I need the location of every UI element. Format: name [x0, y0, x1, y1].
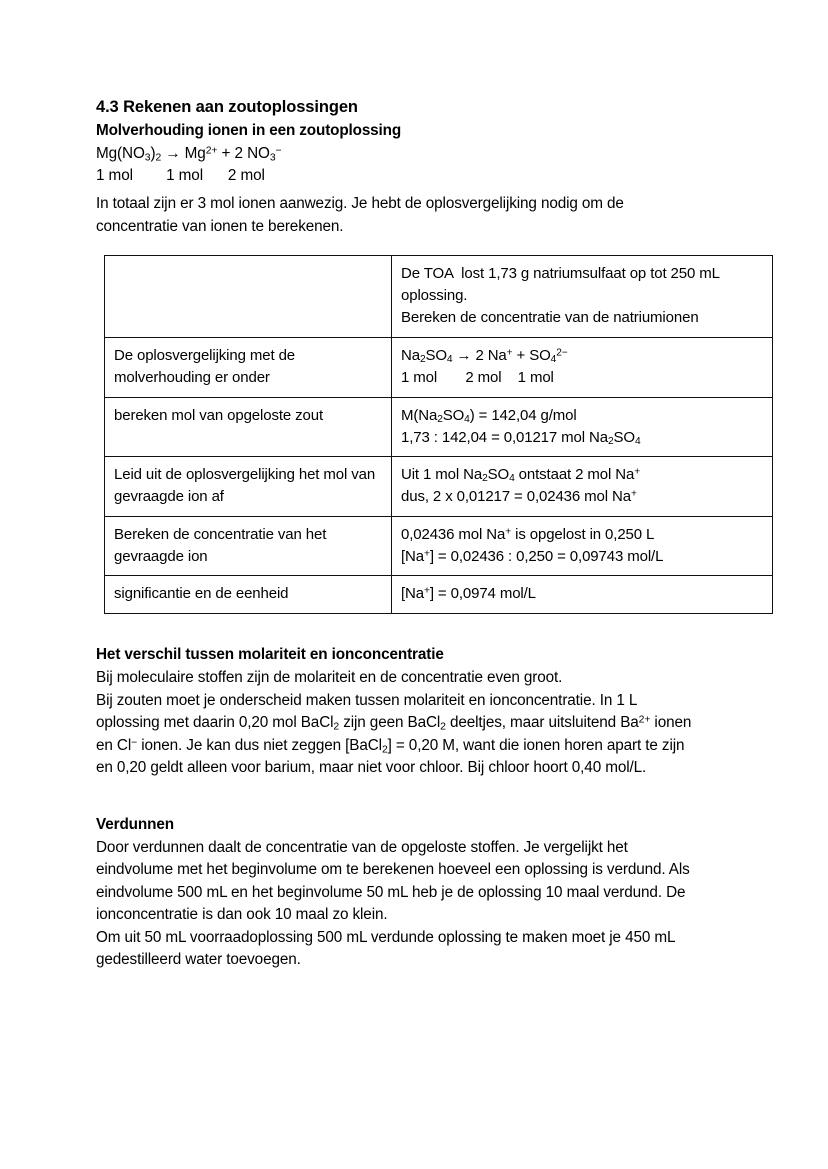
table-cell-assignment: [392, 256, 773, 338]
mol-calculation-line: 1,73 : 142,04 = 0,01217 mol $Na_2SO_4$: [401, 428, 641, 447]
molariteit-body: Bij zouten moet je onderscheid maken tussen molariteit en ionconcentratie. In 1 L oplossing met daarin 0,20 mol BaCl$_2$ zijn geen BaCl$_2$ deeltjes, maar uitsluitend $Ba^{2+}$ ionen en Cl− ionen. Je kan dus niet zeggen [BaCl$_2$] = 0,20 M, want die ionen horen apart te zijn en 0,20 geldt alleen voor barium, maar niet voor chloor. Bij chloor hoort 0,40 mol/L.: [96, 691, 692, 777]
table-cell-step-content: [392, 576, 773, 614]
verdunnen-body-2: Om uit 50 mL voorraadoplossing 500 mL verdunde oplossing te maken moet je 450 mL gedestilleerd water toevoegen.: [96, 928, 675, 969]
table-row: [105, 457, 773, 517]
concentration-line: [Na+] = 0,02436 : 0,250 = 0,09743 mol/L: [401, 547, 664, 565]
table-cell-step-label: significantie en de eenheid: [105, 576, 392, 614]
ion-mol-line: dus, 2 x 0,01217 = 0,02436 mol Na+: [401, 488, 637, 506]
table-cell-step-label: De oplosvergelijking met de molverhouding er onder: [105, 338, 392, 398]
table-cell-step-label: Bereken de concentratie van het gevraagde ion: [105, 516, 392, 576]
table-cell-step-content: [392, 397, 773, 457]
dissolution-mole-ratio: 1 mol 2 mol 1 mol: [401, 369, 554, 387]
equation-formula: $Mg(NO_3)_2 \to Mg^{2+} + 2$ $NO_3^-$: [96, 144, 282, 164]
spacer: [96, 238, 728, 255]
assignment-line-1: De TOA lost 1,73 g natriumsulfaat op tot 250 mL oplossing.: [401, 265, 724, 305]
calculation-steps-table: [104, 255, 773, 614]
table-cell-step-content: [392, 457, 773, 517]
table-cell-step-label: [105, 256, 392, 338]
table-cell-step-label: bereken mol van opgeloste zout: [105, 397, 392, 457]
page-title: 4.3 Rekenen aan zoutoplossingen: [96, 98, 358, 116]
table-row: [105, 338, 773, 398]
dissolution-equation: $Na_2SO_4 \to 2$ $Na^+ + SO_4^{2-}$: [401, 347, 568, 366]
verdunnen-body-1: Door verdunnen daalt de concentratie van de opgeloste stoffen. Je vergelijkt het eindvolume met het beginvolume om te berekenen hoeveel een oplossing is verdund. Als eindvolume 500 mL en het beginvolume 50 mL heb je de oplossing 10 maal verdund. De ionconcentratie is dan ook 10 maal zo klein.: [96, 838, 690, 924]
table-cell-step-label: Leid uit de oplosvergelijking het mol van gevraagde ion af: [105, 457, 392, 517]
heading-verdunnen: Verdunnen: [96, 815, 174, 833]
molar-mass-line: $M(Na_2SO_4) = 142,04$ g/mol: [401, 406, 577, 426]
equation-mole-ratio: 1 mol 1 mol 2 mol: [96, 166, 265, 184]
volume-line: 0,02436 mol Na+ is opgelost in 0,250 L: [401, 525, 655, 543]
ion-ratio-line: Uit 1 mol $Na_2SO_4$ ontstaat 2 mol Na+: [401, 466, 641, 485]
assignment-line-2: Bereken de concentratie van de natriumionen: [401, 308, 699, 326]
intro-paragraph: In totaal zijn er 3 mol ionen aanwezig. Je hebt de oplosvergelijking nodig om de concentratie van ionen te berekenen.: [96, 195, 624, 235]
table-cell-step-content: [392, 338, 773, 398]
final-answer-line: [Na+] = 0,0974 mol/L: [401, 585, 536, 603]
molariteit-line-1: Bij moleculaire stoffen zijn de molariteit en de concentratie even groot.: [96, 669, 563, 687]
table-row: [105, 256, 773, 338]
spacer: [96, 614, 728, 644]
spacer: [96, 186, 728, 193]
table-row: [105, 397, 773, 457]
heading-molariteit: Het verschil tussen molariteit en ionconcentratie: [96, 646, 444, 664]
spacer: [96, 780, 728, 814]
table-row: [105, 516, 773, 576]
subsection-title: Molverhouding ionen in een zoutoplossing: [96, 121, 402, 139]
table-cell-step-content: [392, 516, 773, 576]
table-row: [105, 576, 773, 614]
